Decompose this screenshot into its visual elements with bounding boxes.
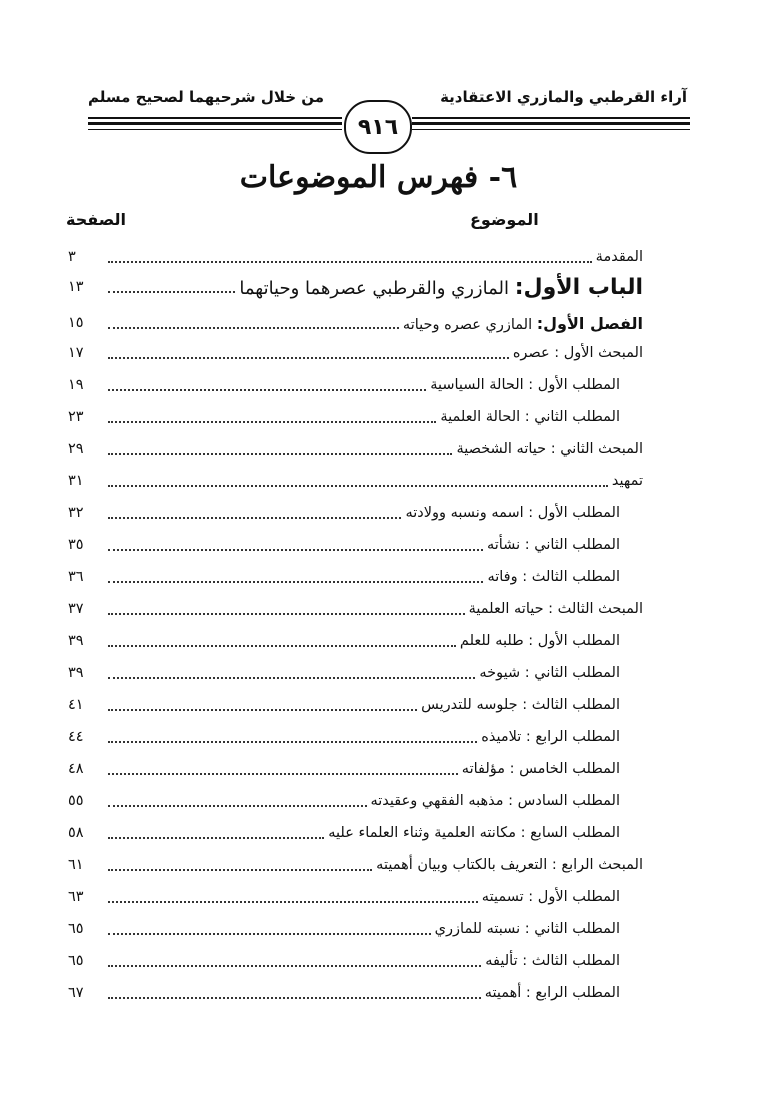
toc-entry-text: المبحث الثاني : حياته الشخصية [456,441,643,457]
toc-entry-text: المبحث الثالث : حياته العلمية [468,601,643,617]
toc-entry-title [483,537,620,553]
running-header-left: من خلال شرحيهما لصحيح مسلم [88,88,325,106]
toc-entry-title [399,314,643,333]
toc-entry-label: الباب الأول: [514,274,643,300]
toc-entry-page: ٣١ [68,473,84,489]
toc-entry-text: تمهيد [611,473,643,489]
header-rule [88,122,342,125]
toc-entry-page: ٥٨ [68,825,84,841]
toc-entry [66,660,620,686]
header-rule [412,122,690,125]
toc-entry [66,596,643,622]
toc-entry-text: المطلب الرابع : أهميته [484,985,620,1001]
toc-entry-page: ٣ [68,249,76,265]
dot-leader [108,421,436,423]
toc-entry-page: ٣٩ [68,633,84,649]
toc-entry-text: المازري والقرطبي عصرهما وحياتهما [239,277,509,299]
toc-entry-label: الفصل الأول: [536,313,643,333]
toc-entry [66,788,620,814]
column-header-topic: الموضوع [470,210,539,229]
toc-entry [66,916,620,942]
toc-entry-page: ٦١ [68,857,84,873]
toc-entry-title [401,505,620,521]
toc-entry [66,310,643,336]
toc-entry-text: المطلب الثاني : نشأته [486,537,620,553]
toc-entry-page: ٣٢ [68,505,84,521]
dot-leader [108,997,481,999]
dot-leader [108,901,478,903]
dot-leader [108,389,426,391]
toc-entry-page: ٦٣ [68,889,84,905]
toc-entry-text: المطلب الرابع : تلاميذه [481,729,620,745]
toc-entry-text: المطلب السادس : مذهبه الفقهي وعقيدته [370,793,620,809]
header-rule [88,129,342,130]
header-rule [412,117,690,119]
toc-entry-text: المطلب الثاني : نسبته للمازري [434,921,620,937]
toc-entry-page: ٢٣ [68,409,84,425]
toc-entry-title [372,857,643,873]
dot-leader [108,709,417,711]
dot-leader [108,965,481,967]
dot-leader [108,613,465,615]
toc-entry-text: المطلب الثالث : جلوسه للتدريس [421,697,620,713]
toc-entry-title [452,441,643,457]
toc-entry [66,244,643,270]
toc-entry [66,532,620,558]
toc-entry [66,340,643,366]
toc-entry-title [436,409,620,425]
toc-entry-title [477,729,620,745]
toc-entry [66,884,620,910]
toc-entry [66,274,643,300]
toc-entry-title [426,377,620,393]
toc-entry-text: المقدمة [595,249,643,265]
toc-entry-page: ٣٥ [68,537,84,553]
toc-entry [66,372,620,398]
toc-entry-text: المطلب الأول : طلبه للعلم [459,633,620,649]
toc-entry-page: ٤٨ [68,761,84,777]
dot-leader [108,773,458,775]
toc-entry-text: المطلب الأول : اسمه ونسبه وولادته [405,505,620,521]
dot-leader [108,645,456,647]
toc-entry-page: ٦٥ [68,921,84,937]
page-number: ٩١٦ [344,100,412,154]
toc-entry-text: المطلب الخامس : مؤلفاته [461,761,620,777]
toc-entry [66,628,620,654]
toc-entry-page: ٦٧ [68,985,84,1001]
toc-entry-title [235,275,643,300]
toc-entry-page: ٣٦ [68,569,84,585]
toc-entry-text: المبحث الأول : عصره [512,345,643,361]
toc-entry-text: المطلب الأول : تسميته [481,889,620,905]
toc-entry [66,820,620,846]
toc-entry-page: ١٩ [68,377,84,393]
toc-entry-text: المطلب الثاني : الحالة العلمية [440,409,620,425]
toc-entry [66,404,620,430]
toc-entry-page: ٤٤ [68,729,84,745]
toc-entry [66,500,620,526]
toc-entry-text: المبحث الرابع : التعريف بالكتاب وبيان أهميته [376,857,643,873]
toc-entry-text: المطلب السابع : مكانته العلمية وثناء العلماء عليه [328,825,620,841]
dot-leader [108,485,608,487]
dot-leader [108,549,483,551]
toc-entry-title [478,889,620,905]
toc-entry-title [458,761,620,777]
toc-entry-title [592,249,643,265]
dot-leader [108,517,401,519]
dot-leader [108,327,399,329]
toc-entry [66,468,643,494]
toc-entry [66,724,620,750]
toc-entry-page: ٦٥ [68,953,84,969]
dot-leader [108,933,431,935]
toc-entry [66,692,620,718]
toc-entry [66,948,620,974]
toc-entry-page: ٣٧ [68,601,84,617]
dot-leader [108,869,372,871]
toc-entry-text: المطلب الثاني : شيوخه [479,665,620,681]
dot-leader [108,677,475,679]
toc-entry-text: المطلب الثالث : وفاته [487,569,620,585]
toc-entry-page: ٤١ [68,697,84,713]
toc-entry [66,564,620,590]
toc-entry-title [481,985,620,1001]
dot-leader [108,741,477,743]
toc-entry-title [431,921,620,937]
toc-entry-title [456,633,620,649]
toc-entry-page: ٢٩ [68,441,84,457]
running-header-right: آراء القرطبي والمازري الاعتقادية [440,88,687,106]
toc-entry [66,852,643,878]
dot-leader [108,581,483,583]
toc-entry-title [367,793,621,809]
toc-entry [66,980,620,1006]
toc-entry-title [509,345,643,361]
toc-entry-title [465,601,643,617]
dot-leader [108,261,592,263]
toc-entry-page: ١٣ [68,279,84,295]
toc-entry-title [483,569,620,585]
dot-leader [108,805,367,807]
toc-entry-text: المازري عصره وحياته [402,316,533,333]
toc-entry-page: ١٧ [68,345,84,361]
dot-leader [108,291,235,293]
toc-entry-page: ٣٩ [68,665,84,681]
dot-leader [108,357,509,359]
dot-leader [108,837,324,839]
header-rule [88,117,342,119]
toc-entry-page: ١٥ [68,315,84,331]
toc-entry-title [324,825,620,841]
column-header-page: الصفحة [66,210,127,229]
toc-entry-text: المطلب الأول : الحالة السياسية [430,377,620,393]
toc-entry [66,756,620,782]
dot-leader [108,453,452,455]
toc-entry [66,436,643,462]
toc-entry-title [417,697,620,713]
toc-entry-title [475,665,620,681]
toc-entry-title [481,953,620,969]
toc-entry-title [608,473,643,489]
header-rule [412,129,690,130]
toc-entry-text: المطلب الثالث : تأليفه [485,953,620,969]
index-title: ٦- فهرس الموضوعات [239,160,518,195]
toc-entry-page: ٥٥ [68,793,84,809]
